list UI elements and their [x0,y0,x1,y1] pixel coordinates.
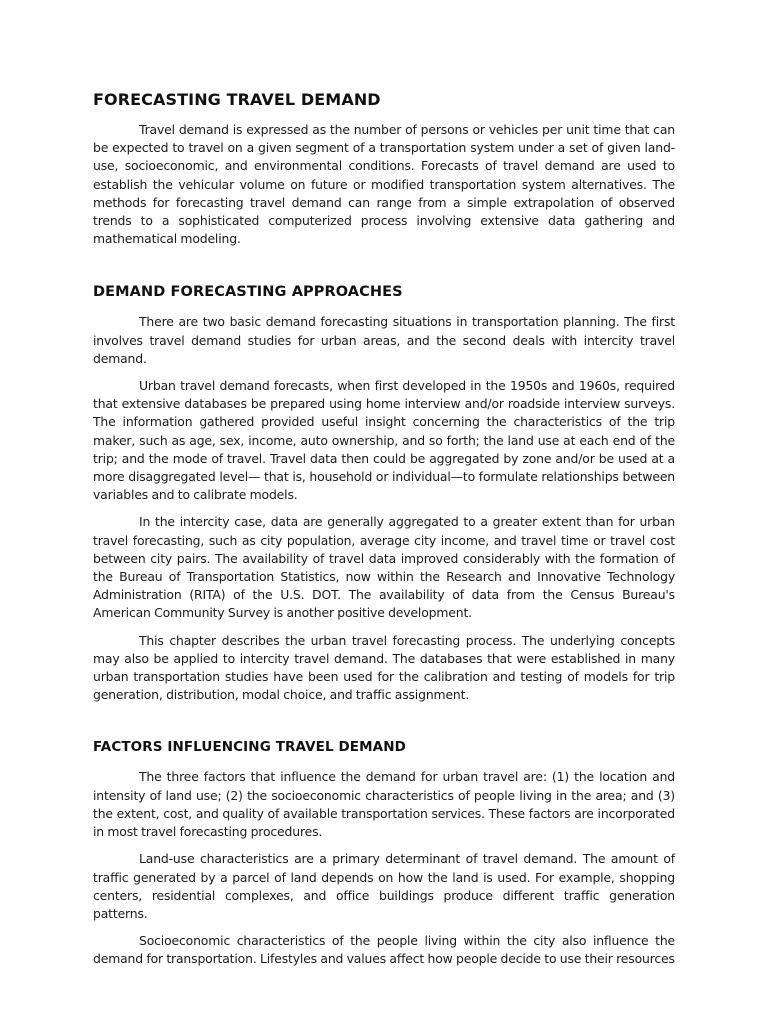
paragraph: There are two basic demand forecasting situations in transportation planning. The first involves travel demand studies for urban areas, and the second deals with intercity travel demand. [93,314,675,366]
paragraph: The three factors that influence the demand for urban travel are: (1) the location and intensity of land use; (2) the socioeconomic characteristics of people living in the area; and (3) the extent, cost, and quality of available transportation services. These factors are incorporated in most travel forecasting procedures. [93,769,675,840]
paragraph: This chapter describes the urban travel forecasting process. The underlying concepts may also be applied to intercity travel demand. The databases that were established in many urban transportation studies have been used for the calibration and testing of models for trip generation, distribution, modal choice, and traffic assignment. [93,632,675,703]
section-heading-factors-influencing-travel-demand: FACTORS INFLUENCING TRAVEL DEMAND [93,739,406,756]
paragraph: Socioeconomic characteristics of the people living within the city also influence the demand for transportation. Lifestyles and values affect how people decide to use their resources [93,933,675,967]
paragraph: In the intercity case, data are generally aggregated to a greater extent than for urban travel forecasting, such as city population, average city income, and travel time or travel cost between city pairs. The availability of travel data improved considerably with the formation of the Bureau of Transportation Statistics, now within the Research and Innovative Technology Administration (RITA) of the U.S. DOT. The availability of data from the Census Bureau's American Community Survey is another positive development. [93,514,675,621]
paragraph: Urban travel demand forecasts, when first developed in the 1950s and 1960s, required that extensive databases be prepared using home interview and/or roadside interview surveys. The information gathered provided useful insight concerning the characteristics of the trip maker, such as age, sex, income, auto ownership, and so forth; the land use at each end of the trip; and the mode of travel. Travel data then could be aggregated by zone and/or be used at a more disaggregated level— that is, household or individual—to formulate relationships between variables and to calibrate models. [93,378,675,503]
section-heading-forecasting-travel-demand: FORECASTING TRAVEL DEMAND [93,90,381,109]
section-heading-demand-forecasting-approaches: DEMAND FORECASTING APPROACHES [93,284,403,301]
document-page [93,88,675,969]
paragraph: Land-use characteristics are a primary determinant of travel demand. The amount of traffic generated by a parcel of land depends on how the land is used. For example, shopping centers, residential complexes, and office buildings produce different traffic generation patterns. [93,851,675,921]
paragraph: Travel demand is expressed as the number of persons or vehicles per unit time that can be expected to travel on a given segment of a transportation system under a set of given land-use, socioeconomic, and environmental conditions. Forecasts of travel demand are used to establish the vehicular volume on future or modified transportation system alternatives. The methods for forecasting travel demand can range from a simple extrapolation of observed trends to a sophisticated computerized process involving extensive data gathering and mathematical modeling. [93,122,675,247]
